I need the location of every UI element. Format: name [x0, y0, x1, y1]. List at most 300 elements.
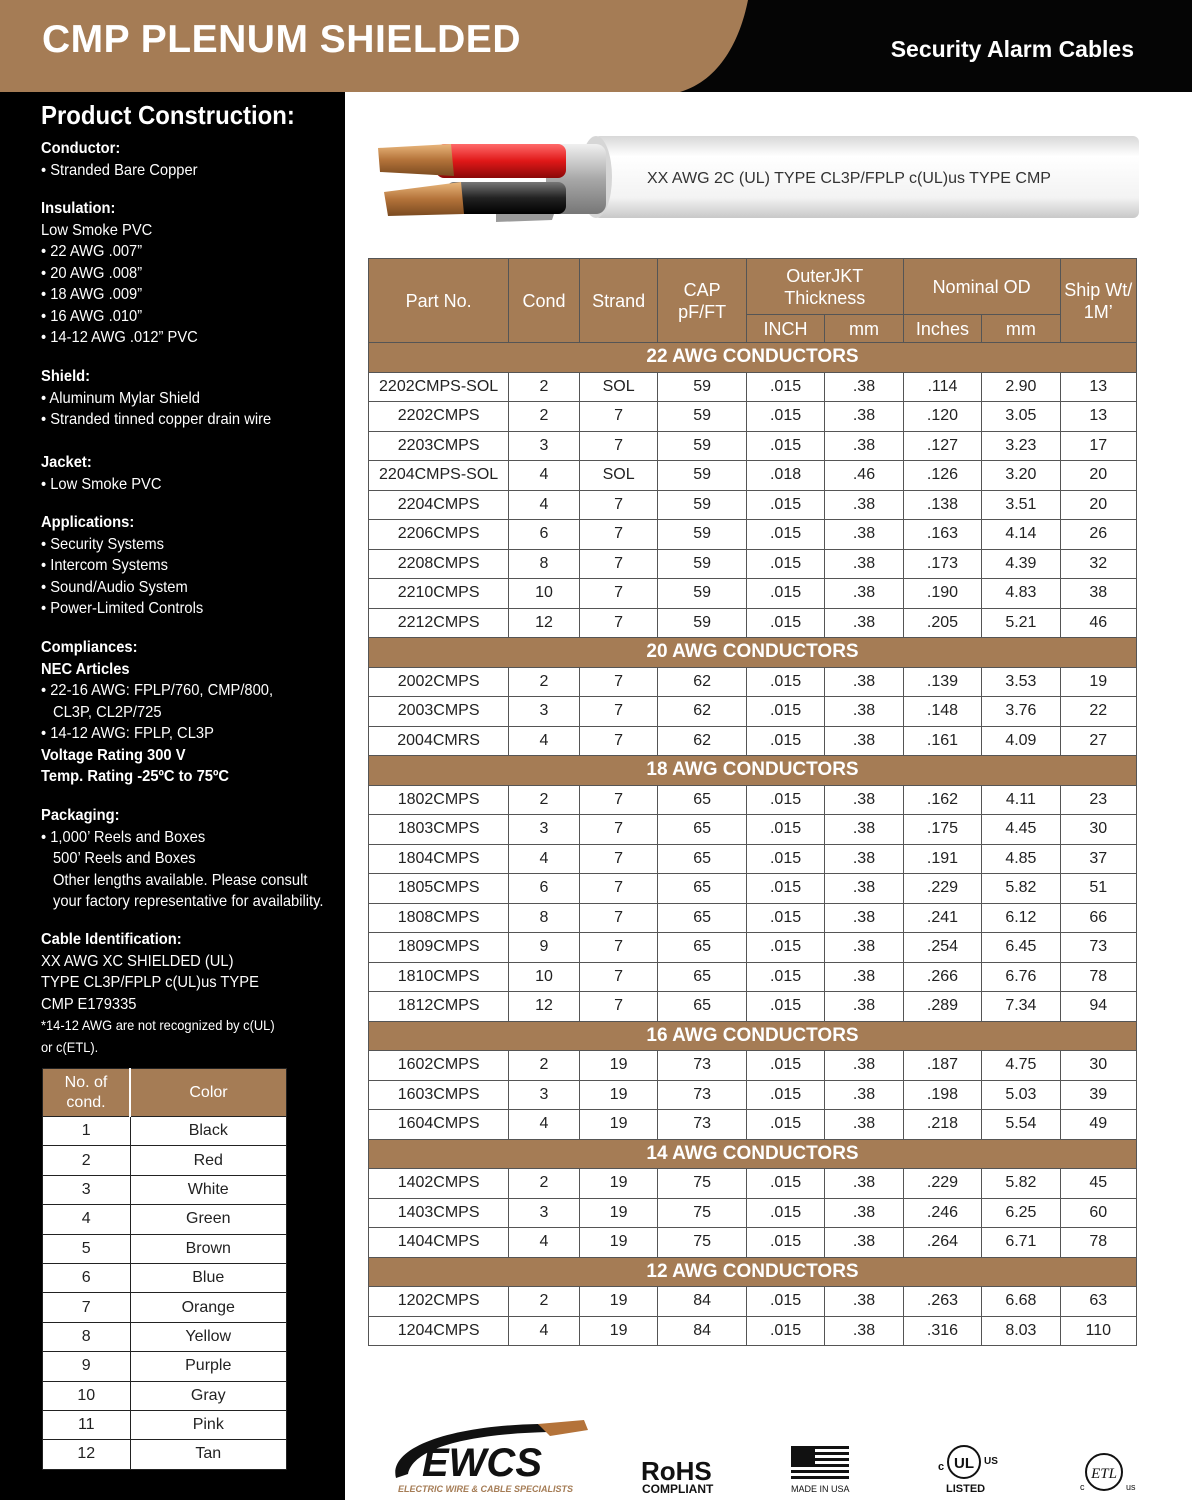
od-mm-cell: 4.39 [982, 549, 1060, 579]
cond-cell: 3 [509, 1080, 580, 1110]
jacket-inch-cell: .015 [746, 903, 825, 933]
jacket-inch-cell: .015 [746, 1110, 825, 1140]
color-table-row [43, 1205, 287, 1234]
od-inches-cell: .246 [903, 1198, 982, 1228]
jacket-inch-cell: .015 [746, 608, 825, 638]
cap-cell: 59 [658, 520, 746, 550]
jacket-inch-cell: .015 [746, 815, 825, 845]
jacket-inch-cell: .015 [746, 520, 825, 550]
cap-cell: 59 [658, 431, 746, 461]
section-title: 14 AWG CONDUCTORS [369, 1139, 1137, 1169]
od-mm-cell: 4.85 [982, 844, 1060, 874]
ship-wt-cell: 51 [1060, 874, 1136, 904]
table-row [369, 431, 1137, 461]
part-no-cell: 2212CMPS [369, 608, 509, 638]
part-no-cell: 1403CMPS [369, 1198, 509, 1228]
part-no-cell: 2208CMPS [369, 549, 509, 579]
etl-c: c [1080, 1482, 1085, 1492]
jacket-mm-cell: .38 [825, 667, 903, 697]
jacket-mm-cell: .38 [825, 1110, 903, 1140]
color-table-row [43, 1234, 287, 1263]
od-mm-cell: 5.54 [982, 1110, 1060, 1140]
color-table-color-cell: Purple [130, 1352, 287, 1381]
section-title: 22 AWG CONDUCTORS [369, 343, 1137, 373]
strand-cell: SOL [579, 372, 658, 402]
strand-cell: 19 [579, 1080, 658, 1110]
strand-cell: 7 [579, 992, 658, 1022]
color-table-color-cell: Yellow [130, 1322, 287, 1351]
strand-cell: 7 [579, 697, 658, 727]
color-table-color-cell: Pink [130, 1410, 287, 1439]
section-header-row [369, 1021, 1137, 1051]
jacket-inch-cell: .015 [746, 1316, 825, 1346]
color-table-cond-cell: 11 [43, 1410, 131, 1439]
cond-cell: 4 [509, 726, 580, 756]
cond-cell: 4 [509, 844, 580, 874]
jacket-inch-cell: .015 [746, 785, 825, 815]
ul-listed: LISTED [946, 1483, 986, 1495]
od-inches-cell: .205 [903, 608, 982, 638]
ship-wt-cell: 19 [1060, 667, 1136, 697]
cond-cell: 6 [509, 520, 580, 550]
cond-cell: 2 [509, 1051, 580, 1081]
part-no-cell: 1810CMPS [369, 962, 509, 992]
od-inches-cell: .163 [903, 520, 982, 550]
table-row [369, 461, 1137, 491]
table-row [369, 815, 1137, 845]
cond-cell: 2 [509, 372, 580, 402]
header-mm: mm [825, 315, 903, 343]
od-inches-cell: .175 [903, 815, 982, 845]
conductor-section: Conductor: • Stranded Bare Copper [41, 140, 198, 179]
cond-cell: 4 [509, 1316, 580, 1346]
color-table-row [43, 1410, 287, 1439]
od-mm-cell: 2.90 [982, 372, 1060, 402]
cap-cell: 59 [658, 608, 746, 638]
od-mm-cell: 3.05 [982, 402, 1060, 432]
jacket-inch-cell: .015 [746, 667, 825, 697]
jacket-inch-cell: .015 [746, 962, 825, 992]
jacket-inch-cell: .015 [746, 1198, 825, 1228]
strand-cell: 19 [579, 1169, 658, 1199]
jacket-mm-cell: .38 [825, 579, 903, 609]
strand-cell: 7 [579, 402, 658, 432]
jacket-mm-cell: .38 [825, 697, 903, 727]
od-inches-cell: .161 [903, 726, 982, 756]
cap-cell: 59 [658, 490, 746, 520]
part-no-cell: 2204CMPS [369, 490, 509, 520]
part-no-cell: 1404CMPS [369, 1228, 509, 1258]
cap-cell: 65 [658, 815, 746, 845]
strand-cell: 19 [579, 1228, 658, 1258]
strand-cell: 19 [579, 1051, 658, 1081]
od-mm-cell: 3.51 [982, 490, 1060, 520]
cond-cell: 3 [509, 815, 580, 845]
part-no-cell: 2002CMPS [369, 667, 509, 697]
cond-cell: 4 [509, 1110, 580, 1140]
cond-cell: 6 [509, 874, 580, 904]
jacket-inch-cell: .015 [746, 874, 825, 904]
ship-wt-cell: 63 [1060, 1287, 1136, 1317]
od-inches-cell: .173 [903, 549, 982, 579]
strand-cell: 7 [579, 667, 658, 697]
ship-wt-cell: 78 [1060, 962, 1136, 992]
jacket-inch-cell: .015 [746, 431, 825, 461]
part-no-cell: 1202CMPS [369, 1287, 509, 1317]
od-inches-cell: .266 [903, 962, 982, 992]
cond-cell: 2 [509, 1287, 580, 1317]
cond-cell: 10 [509, 962, 580, 992]
part-no-cell: 1402CMPS [369, 1169, 509, 1199]
cond-cell: 12 [509, 608, 580, 638]
strand-cell: 7 [579, 815, 658, 845]
ship-wt-cell: 66 [1060, 903, 1136, 933]
jacket-mm-cell: .38 [825, 402, 903, 432]
jacket-inch-cell: .015 [746, 726, 825, 756]
od-inches-cell: .120 [903, 402, 982, 432]
cap-cell: 73 [658, 1080, 746, 1110]
page-title: CMP PLENUM SHIELDED [42, 18, 521, 61]
strand-cell: 7 [579, 549, 658, 579]
ul-c: c [938, 1461, 945, 1473]
od-inches-cell: .126 [903, 461, 982, 491]
jacket-mm-cell: .38 [825, 490, 903, 520]
jacket-mm-cell: .38 [825, 431, 903, 461]
insulation-section: Insulation: Low Smoke PVC • 22 AWG .007” • 20 AWG .008” • 18 AWG .009” • 16 AWG .010” • 14-12 AWG .012” PVC [41, 200, 198, 346]
jacket-mm-cell: .38 [825, 372, 903, 402]
table-row [369, 962, 1137, 992]
color-table-row [43, 1352, 287, 1381]
jacket-mm-cell: .38 [825, 549, 903, 579]
table-row [369, 903, 1137, 933]
strand-cell: 7 [579, 933, 658, 963]
strand-cell: 7 [579, 490, 658, 520]
table-row [369, 549, 1137, 579]
color-table-cond-cell: 5 [43, 1234, 131, 1263]
jacket-inch-cell: .015 [746, 844, 825, 874]
color-table-cond-cell: 9 [43, 1352, 131, 1381]
header-nominal-od: Nominal OD [903, 259, 1060, 315]
cap-cell: 75 [658, 1228, 746, 1258]
jacket-mm-cell: .38 [825, 992, 903, 1022]
ship-wt-cell: 32 [1060, 549, 1136, 579]
strand-cell: 7 [579, 962, 658, 992]
header-outer-jacket: OuterJKT Thickness [746, 259, 903, 315]
strand-cell: 7 [579, 874, 658, 904]
table-row [369, 1228, 1137, 1258]
od-mm-cell: 6.71 [982, 1228, 1060, 1258]
strand-cell: 7 [579, 726, 658, 756]
od-mm-cell: 5.03 [982, 1080, 1060, 1110]
cap-cell: 59 [658, 579, 746, 609]
part-no-cell: 1803CMPS [369, 815, 509, 845]
cap-cell: 62 [658, 667, 746, 697]
jacket-mm-cell: .38 [825, 1228, 903, 1258]
part-no-cell: 2210CMPS [369, 579, 509, 609]
color-table-color-cell: White [130, 1175, 287, 1204]
color-table-color-cell: Tan [130, 1440, 287, 1469]
cond-cell: 2 [509, 1169, 580, 1199]
header-cap: CAP pF/FT [658, 259, 746, 343]
jacket-inch-cell: .015 [746, 697, 825, 727]
color-table-cond-cell: 4 [43, 1205, 131, 1234]
jacket-mm-cell: .38 [825, 962, 903, 992]
rohs-compliant: COMPLIANT [642, 1482, 714, 1496]
strand-cell: 7 [579, 785, 658, 815]
strand-cell: 19 [579, 1316, 658, 1346]
jacket-mm-cell: .38 [825, 520, 903, 550]
od-inches-cell: .138 [903, 490, 982, 520]
strand-cell: 7 [579, 608, 658, 638]
spec-table [368, 258, 1137, 1346]
od-inches-cell: .316 [903, 1316, 982, 1346]
jacket-inch-cell: .018 [746, 461, 825, 491]
color-table-header-cond: No. of cond. [43, 1069, 131, 1117]
cap-cell: 75 [658, 1198, 746, 1228]
color-table-row [43, 1293, 287, 1322]
od-inches-cell: .263 [903, 1287, 982, 1317]
color-table-color-cell: Orange [130, 1293, 287, 1322]
table-row [369, 1080, 1137, 1110]
table-row [369, 874, 1137, 904]
cond-cell: 12 [509, 992, 580, 1022]
table-row [369, 697, 1137, 727]
part-no-cell: 1204CMPS [369, 1316, 509, 1346]
header-strand: Strand [579, 259, 658, 343]
cap-cell: 73 [658, 1110, 746, 1140]
table-row [369, 992, 1137, 1022]
od-mm-cell: 6.25 [982, 1198, 1060, 1228]
ewcs-tagline: ELECTRIC WIRE & CABLE SPECIALISTS [398, 1484, 574, 1494]
table-row [369, 1051, 1137, 1081]
od-inches-cell: .198 [903, 1080, 982, 1110]
od-mm-cell: 4.75 [982, 1051, 1060, 1081]
strand-cell: 7 [579, 579, 658, 609]
cond-cell: 3 [509, 1198, 580, 1228]
strand-cell: 7 [579, 844, 658, 874]
ship-wt-cell: 73 [1060, 933, 1136, 963]
cond-cell: 4 [509, 1228, 580, 1258]
table-row [369, 1169, 1137, 1199]
jacket-inch-cell: .015 [746, 490, 825, 520]
od-mm-cell: 5.82 [982, 1169, 1060, 1199]
color-table-cond-cell: 2 [43, 1146, 131, 1175]
jacket-inch-cell: .015 [746, 1287, 825, 1317]
od-mm-cell: 6.76 [982, 962, 1060, 992]
part-no-cell: 1808CMPS [369, 903, 509, 933]
cond-cell: 10 [509, 579, 580, 609]
color-table-color-cell: Green [130, 1205, 287, 1234]
od-inches-cell: .114 [903, 372, 982, 402]
od-mm-cell: 3.20 [982, 461, 1060, 491]
color-table-color-cell: Black [130, 1117, 287, 1146]
jacket-mm-cell: .38 [825, 1287, 903, 1317]
jacket-mm-cell: .38 [825, 1169, 903, 1199]
od-mm-cell: 7.34 [982, 992, 1060, 1022]
jacket-mm-cell: .38 [825, 608, 903, 638]
part-no-cell: 1604CMPS [369, 1110, 509, 1140]
color-table-row [43, 1381, 287, 1410]
od-inches-cell: .162 [903, 785, 982, 815]
jacket-inch-cell: .015 [746, 992, 825, 1022]
header-ship-wt: Ship Wt/ 1M’ [1060, 259, 1136, 343]
section-header-row [369, 1139, 1137, 1169]
ship-wt-cell: 27 [1060, 726, 1136, 756]
color-table-cond-cell: 3 [43, 1175, 131, 1204]
od-mm-cell: 6.12 [982, 903, 1060, 933]
part-no-cell: 2203CMPS [369, 431, 509, 461]
section-header-row [369, 638, 1137, 668]
od-inches-cell: .191 [903, 844, 982, 874]
od-inches-cell: .241 [903, 903, 982, 933]
header-cond: Cond [509, 259, 580, 343]
sidebar-heading: Product Construction: [41, 100, 295, 130]
od-inches-cell: .190 [903, 579, 982, 609]
header-inches: Inches [903, 315, 982, 343]
cond-cell: 4 [509, 461, 580, 491]
cond-cell: 4 [509, 490, 580, 520]
page-subtitle: Security Alarm Cables [890, 36, 1134, 62]
part-no-cell: 2204CMPS-SOL [369, 461, 509, 491]
part-no-cell: 1802CMPS [369, 785, 509, 815]
part-no-cell: 2202CMPS-SOL [369, 372, 509, 402]
ship-wt-cell: 110 [1060, 1316, 1136, 1346]
jacket-inch-cell: .015 [746, 372, 825, 402]
ship-wt-cell: 38 [1060, 579, 1136, 609]
table-row [369, 520, 1137, 550]
ul-us: US [984, 1456, 998, 1467]
cap-cell: 59 [658, 402, 746, 432]
section-header-row [369, 343, 1137, 373]
part-no-cell: 2004CMRS [369, 726, 509, 756]
od-mm-cell: 5.82 [982, 874, 1060, 904]
etl-us: us [1126, 1482, 1136, 1492]
ship-wt-cell: 20 [1060, 461, 1136, 491]
od-mm-cell: 4.83 [982, 579, 1060, 609]
table-row [369, 1198, 1137, 1228]
part-no-cell: 2003CMPS [369, 697, 509, 727]
strand-cell: 19 [579, 1110, 658, 1140]
od-mm-cell: 6.45 [982, 933, 1060, 963]
table-row [369, 785, 1137, 815]
cap-cell: 84 [658, 1287, 746, 1317]
table-row [369, 1110, 1137, 1140]
ul-listed-logo [936, 1440, 1000, 1496]
cond-cell: 2 [509, 402, 580, 432]
ship-wt-cell: 17 [1060, 431, 1136, 461]
cap-cell: 65 [658, 874, 746, 904]
cond-cell: 8 [509, 549, 580, 579]
jacket-inch-cell: .015 [746, 933, 825, 963]
od-mm-cell: 3.76 [982, 697, 1060, 727]
jacket-mm-cell: .38 [825, 844, 903, 874]
etl-logo [1080, 1450, 1140, 1496]
jacket-inch-cell: .015 [746, 402, 825, 432]
ship-wt-cell: 45 [1060, 1169, 1136, 1199]
cap-cell: 59 [658, 461, 746, 491]
ship-wt-cell: 46 [1060, 608, 1136, 638]
jacket-mm-cell: .38 [825, 933, 903, 963]
made-in-usa: MADE IN USA [791, 1484, 850, 1494]
table-row [369, 579, 1137, 609]
section-header-row [369, 1257, 1137, 1287]
table-row [369, 608, 1137, 638]
part-no-cell: 2202CMPS [369, 402, 509, 432]
od-inches-cell: .264 [903, 1228, 982, 1258]
color-table-color-cell: Gray [130, 1381, 287, 1410]
jacket-mm-cell: .38 [825, 1316, 903, 1346]
cap-cell: 59 [658, 372, 746, 402]
etl-mark: ETL [1091, 1466, 1117, 1482]
cond-cell: 8 [509, 903, 580, 933]
section-header-row [369, 756, 1137, 786]
section-title: 16 AWG CONDUCTORS [369, 1021, 1137, 1051]
ship-wt-cell: 13 [1060, 372, 1136, 402]
ship-wt-cell: 30 [1060, 1051, 1136, 1081]
table-row [369, 1316, 1137, 1346]
ewcs-wordmark: EWCS [422, 1441, 542, 1485]
strand-cell: 7 [579, 903, 658, 933]
ship-wt-cell: 37 [1060, 844, 1136, 874]
od-inches-cell: .127 [903, 431, 982, 461]
color-table-color-cell: Brown [130, 1234, 287, 1263]
jacket-mm-cell: .38 [825, 785, 903, 815]
part-no-cell: 2206CMPS [369, 520, 509, 550]
table-row [369, 933, 1137, 963]
ship-wt-cell: 39 [1060, 1080, 1136, 1110]
cap-cell: 73 [658, 1051, 746, 1081]
color-table-cond-cell: 1 [43, 1117, 131, 1146]
od-mm-cell: 3.53 [982, 667, 1060, 697]
od-mm-cell: 5.21 [982, 608, 1060, 638]
color-table-cond-cell: 6 [43, 1263, 131, 1292]
od-mm-cell: 4.45 [982, 815, 1060, 845]
jacket-inch-cell: .015 [746, 1228, 825, 1258]
jacket-mm-cell: .38 [825, 1051, 903, 1081]
rohs-logo: RoHS [641, 1456, 712, 1486]
od-inches-cell: .229 [903, 874, 982, 904]
table-row [369, 490, 1137, 520]
part-no-cell: 1804CMPS [369, 844, 509, 874]
cap-cell: 65 [658, 844, 746, 874]
color-table-cond-cell: 12 [43, 1440, 131, 1469]
color-table-row [43, 1440, 287, 1469]
cond-cell: 9 [509, 933, 580, 963]
ul-mark: UL [954, 1455, 974, 1472]
cond-cell: 3 [509, 431, 580, 461]
cap-cell: 65 [658, 903, 746, 933]
part-no-cell: 1809CMPS [369, 933, 509, 963]
header-part-no: Part No. [369, 259, 509, 343]
usa-flag-icon [791, 1446, 849, 1482]
ship-wt-cell: 13 [1060, 402, 1136, 432]
jacket-mm-cell: .38 [825, 726, 903, 756]
applications-section: Applications: • Security Systems • Intercom Systems • Sound/Audio System • Power-Limited Controls [41, 514, 204, 617]
od-inches-cell: .289 [903, 992, 982, 1022]
color-table-row [43, 1322, 287, 1351]
cond-cell: 3 [509, 697, 580, 727]
table-row [369, 844, 1137, 874]
strand-cell: 19 [579, 1287, 658, 1317]
ship-wt-cell: 20 [1060, 490, 1136, 520]
cap-cell: 62 [658, 697, 746, 727]
od-mm-cell: 4.14 [982, 520, 1060, 550]
strand-cell: 7 [579, 431, 658, 461]
section-title: 12 AWG CONDUCTORS [369, 1257, 1137, 1287]
od-mm-cell: 4.11 [982, 785, 1060, 815]
od-mm-cell: 8.03 [982, 1316, 1060, 1346]
jacket-mm-cell: .38 [825, 815, 903, 845]
